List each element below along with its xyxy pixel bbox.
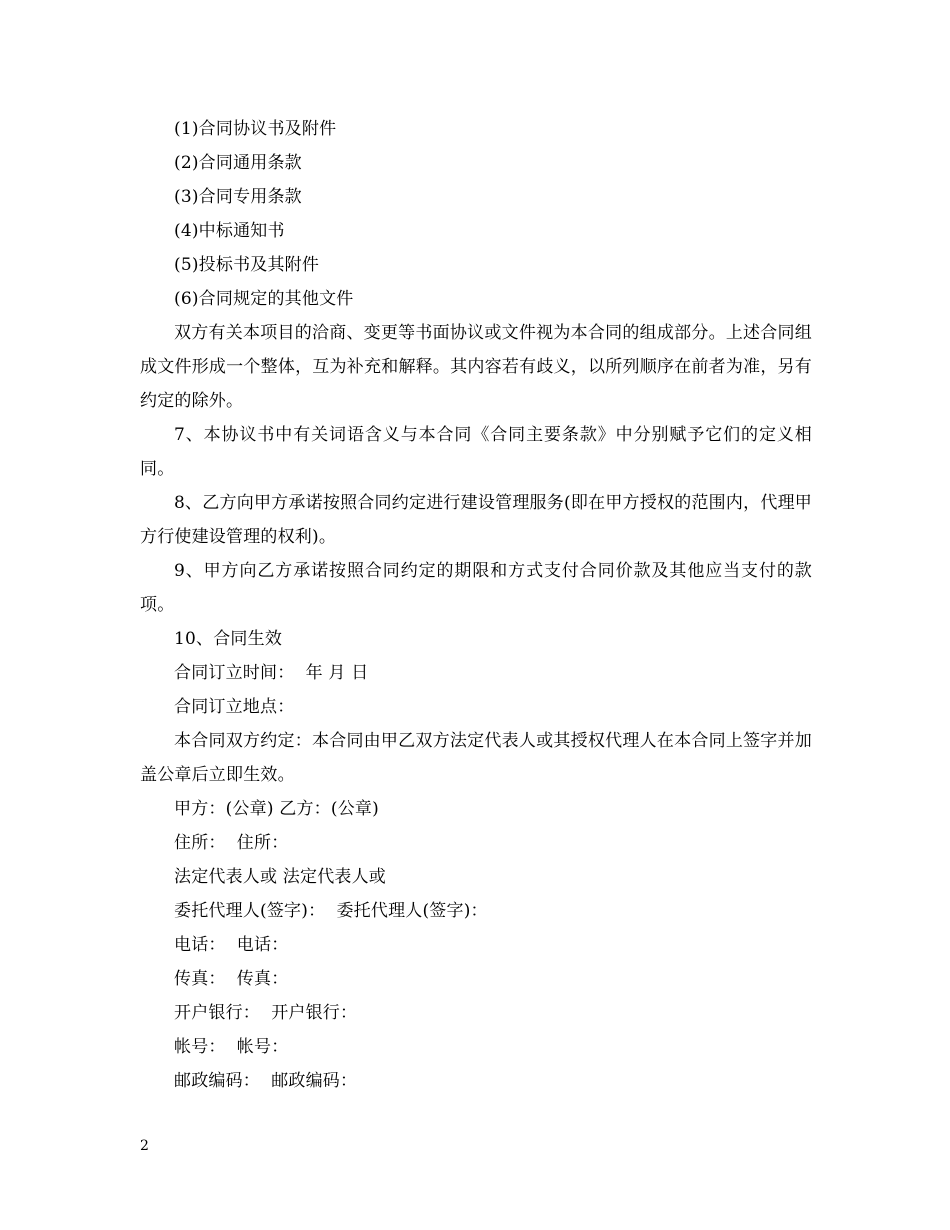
signing-place: 合同订立地点： bbox=[174, 697, 295, 717]
authorized-agent-signature-line: 委托代理人(签字)： 委托代理人(签字)： bbox=[174, 901, 488, 921]
effectiveness-agreement: 本合同双方约定：本合同由甲乙双方法定代表人或其授权代理人在本合同上签字并加盖公章后立即生效。 bbox=[140, 731, 812, 785]
document-body bbox=[140, 112, 812, 1098]
party-seal-line: 甲方：(公章) 乙方：(公章) bbox=[174, 799, 379, 819]
clause-8-service-commitment: 8、乙方向甲方承诺按照合同约定进行建设管理服务(即在甲方授权的范围内，代理甲方行使建设管理的权利)。 bbox=[140, 493, 812, 547]
list-item-special-terms: (3)合同专用条款 bbox=[174, 187, 302, 207]
list-item-general-terms: (2)合同通用条款 bbox=[174, 153, 302, 173]
postal-code-line: 邮政编码： 邮政编码： bbox=[174, 1071, 358, 1091]
list-item-award-notice: (4)中标通知书 bbox=[174, 221, 285, 241]
list-item-bid-documents: (5)投标书及其附件 bbox=[174, 255, 320, 275]
clause-10-effectiveness: 10、合同生效 bbox=[174, 629, 283, 649]
signing-date: 合同订立时间： 年 月 日 bbox=[174, 663, 369, 683]
clause-7-definitions: 7、本协议书中有关词语含义与本合同《合同主要条款》中分别赋予它们的定义相同。 bbox=[140, 425, 812, 479]
clause-9-payment-commitment: 9、甲方向乙方承诺按照合同约定的期限和方式支付合同价款及其他应当支付的款项。 bbox=[140, 561, 812, 615]
account-line: 帐号： 帐号： bbox=[174, 1037, 289, 1057]
fax-line: 传真： 传真： bbox=[174, 969, 289, 989]
list-item-other-documents: (6)合同规定的其他文件 bbox=[174, 289, 354, 309]
paragraph-document-priority: 双方有关本项目的洽商、变更等书面协议或文件视为本合同的组成部分。上述合同组成文件形成一个整体，互为补充和解释。其内容若有歧义，以所列顺序在前者为准，另有约定的除外。 bbox=[140, 323, 812, 411]
list-item-contract-agreement: (1)合同协议书及附件 bbox=[174, 119, 337, 139]
bank-line: 开户银行： 开户银行： bbox=[174, 1003, 358, 1023]
legal-representative-line: 法定代表人或 法定代表人或 bbox=[174, 867, 387, 887]
page-number: 2 bbox=[140, 1138, 149, 1154]
address-line: 住所： 住所： bbox=[174, 833, 289, 853]
phone-line: 电话： 电话： bbox=[174, 935, 289, 955]
